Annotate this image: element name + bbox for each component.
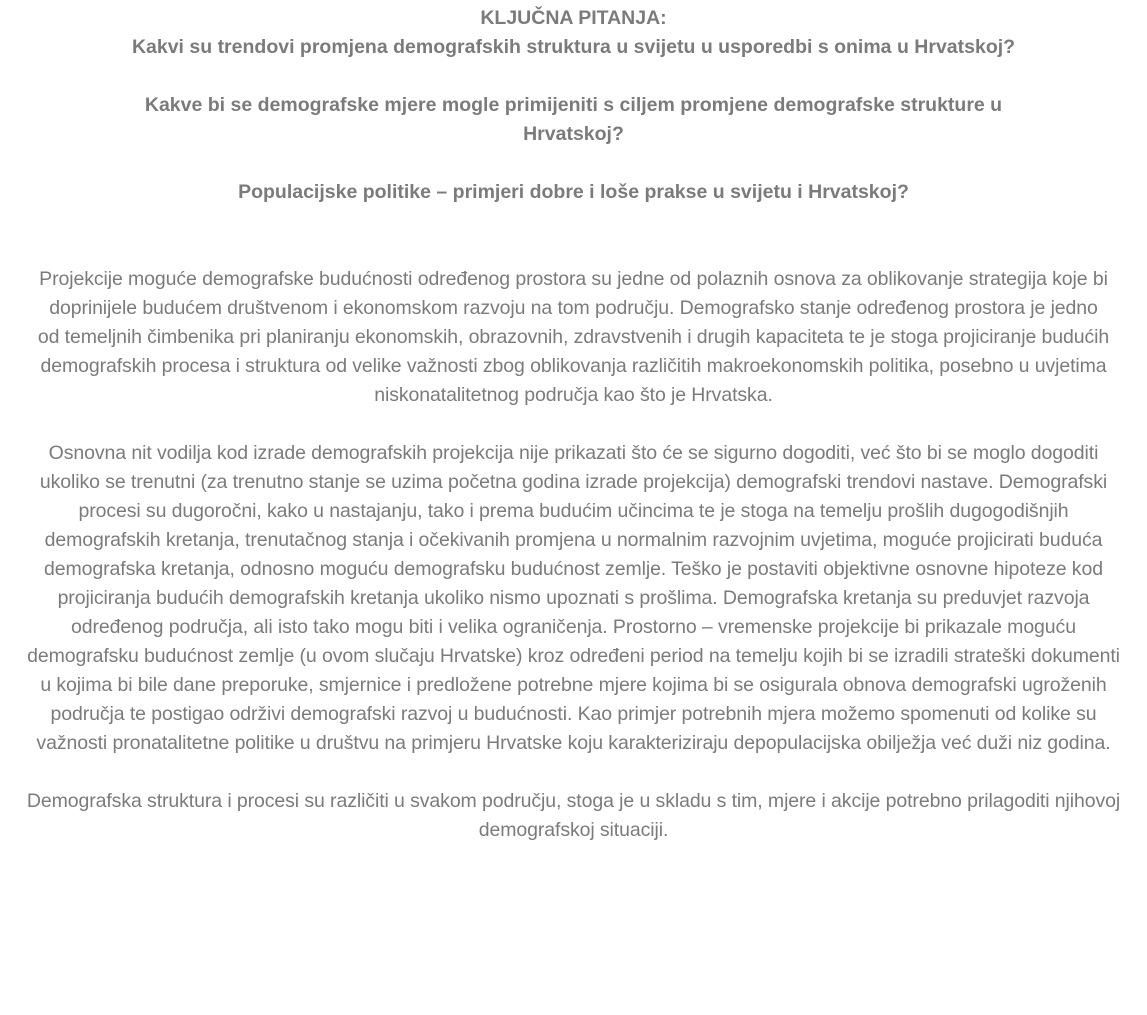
key-questions-heading: KLJUČNA PITANJA: xyxy=(480,7,667,29)
paragraph-projections: Projekcije moguće demografske budućnosti određenog prostora su jedne od polaznih osnova za oblikovanje strategija koje bi doprinijele budućem društvenom i ekonomskom razvoju na tom području. Demografsko stanje određenog prostora je jedno od temeljnih čimbenika pri planiranju ekonomskih, obrazovnih, zdravstvenih i drugih kapaciteta te je stoga projiciranje budućih demografskih procesa i struktura od velike važnosti zbog oblikovanja različitih makroekonomskih politika, posebno u uvjetima niskonatalitetnog područja kao što je Hrvatska. xyxy=(37,268,1110,406)
question-2: Kakve bi se demografske mjere mogle primijeniti s ciljem promjene demografske strukture u Hrvatskoj? xyxy=(144,94,1003,145)
spacer xyxy=(26,62,1121,91)
question-1: Kakvi su trendovi promjena demografskih struktura u svijetu u usporedbi s onima u Hrvatskoj? xyxy=(131,36,1016,58)
spacer xyxy=(26,758,1121,787)
spacer xyxy=(26,207,1121,265)
question-3: Populacijske politike – primjeri dobre i loše prakse u svijetu i Hrvatskoj? xyxy=(238,181,909,203)
paragraph-structure: Demografska struktura i procesi su različiti u svakom području, stoga je u skladu s tim, mjere i akcije potrebno prilagoditi njihovoj demografskoj situaciji. xyxy=(26,790,1121,841)
spacer xyxy=(26,149,1121,178)
paragraph-guideline: Osnovna nit vodilja kod izrade demografskih projekcija nije prikazati što će se sigurno dogoditi, već što bi se moglo dogoditi ukoliko se trenutni (za trenutno stanje se uzima početna godina izrade projekcija) demografski trendovi nastave. Demografski procesi su dugoročni, kako u nastajanju, tako i prema budućim učincima te je stoga na temelju prošlih dugogodišnjih demografskih kretanja, trenutačnog stanja i očekivanih promjena u normalnim razvojnim uvjetima, moguće projicirati buduća demografska kretanja, odnosno moguću demografsku budućnost zemlje. Teško je postaviti objektivne osnovne hipoteze kod projiciranja budućih demografskih kretanja ukoliko nismo upoznati s prošlima. Demografska kretanja su preduvjet razvoja određenog područja, ali isto tako mogu biti i velika ograničenja. Prostorno – vremenske projekcije bi prikazale moguću demografsku budućnost zemlje (u ovom slučaju Hrvatske) kroz određeni period na temelju kojih bi se izradili strateški dokumenti u kojima bi bile dane preporuke, smjernice i predložene potrebne mjere kojima bi se osigurala obnova demografski ugroženih područja te postigao održivi demografski razvoj u budućnosti. Kao primjer potrebnih mjera možemo spomenuti od kolike su važnosti pronatalitetne politike u društvu na primjeru Hrvatske koju karakteriziraju depopulacijska obilježja već duži niz godina. xyxy=(27,442,1120,754)
spacer xyxy=(26,410,1121,439)
